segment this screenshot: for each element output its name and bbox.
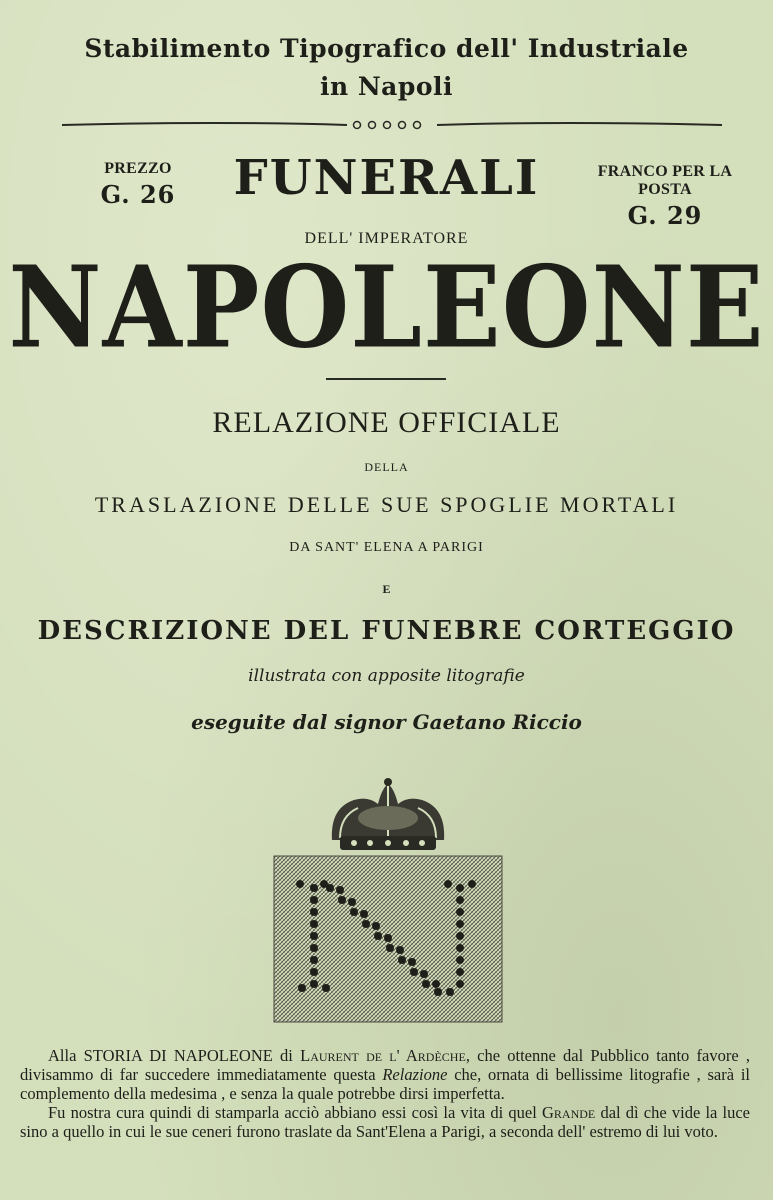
postal-price-label: FRANCO PER LA POSTA — [597, 163, 733, 198]
traslazione-line: TRASLAZIONE DELLE SUE SPOGLIE MORTALI — [94, 492, 679, 517]
conjunction-e: E — [382, 582, 391, 596]
della-line: DELLA — [364, 460, 409, 474]
printer-heading — [0, 30, 773, 106]
dell-imperatore: DELL' IMPERATORE — [304, 230, 469, 247]
body-paragraph-1: Alla STORIA DI NAPOLEONE di Laurent de l' Ardèche, che ottenne dal Pubblico tanto favore , divisammo di far succedere immediatamente questa Relazione che, ornata di bellissime litografie , sarà il complemento della medesima , e senza la quale potrebbe dirsi imperfetta. — [20, 1046, 750, 1103]
postal-price-value: G. 29 — [627, 201, 703, 230]
illustrata-line: illustrata con apposite litografie — [248, 666, 525, 686]
body-paragraph-2: Fu nostra cura quindi di stamparla acciò abbiano essi così la vita di quel Grande dal dì che vide la luce sino a quello in cui le sue ceneri furono traslate da Sant'Elena a Parigi, a seconda dell' estremo di lui voto. — [20, 1103, 751, 1141]
price-label: PREZZO — [104, 160, 172, 177]
ornamental-rule — [62, 118, 722, 132]
imperial-crown-n-emblem — [270, 778, 506, 1026]
price-value: G. 26 — [100, 180, 176, 209]
eseguite-line: eseguite dal signor Gaetano Riccio — [191, 710, 582, 734]
printer-line-2: in Napoli — [319, 72, 454, 101]
napoleone-title: NAPOLEONE — [8, 242, 765, 375]
divider-rule — [326, 378, 446, 380]
da-sant-elena-line: DA SANT' ELENA A PARIGI — [289, 540, 484, 555]
body-paragraphs — [20, 1046, 750, 1141]
crown-icon — [332, 778, 444, 850]
relazione-heading: RELAZIONE OFFICIALE — [212, 406, 561, 439]
funerali-title: FUNERALI — [233, 150, 540, 206]
descrizione-heading: DESCRIZIONE DEL FUNEBRE CORTEGGIO — [37, 616, 736, 646]
postal-price-block — [570, 163, 760, 230]
printer-line-1: Stabilimento Tipografico dell' Industriale — [84, 34, 689, 63]
